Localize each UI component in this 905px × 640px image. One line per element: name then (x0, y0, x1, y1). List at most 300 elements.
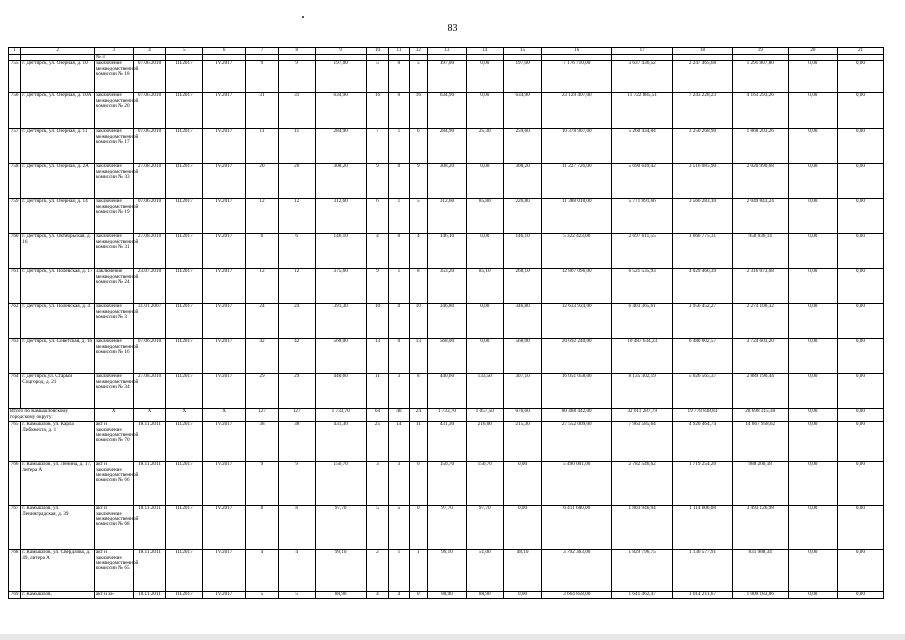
total-cell: 80 488 442,00 (542, 409, 612, 422)
relocated-residents: 29 (278, 374, 315, 409)
total-cell: 28 698 315,38 (732, 409, 788, 422)
residents-count: 12 (246, 269, 279, 304)
planned-completion: IV.2017 (203, 339, 246, 374)
fund-cost: 1 641 462,47 (611, 592, 672, 599)
row-number: 761 (9, 269, 21, 304)
fund-cost: 2 697 611,55 (611, 234, 672, 269)
column-number: 20 (788, 48, 837, 55)
address: г. Дегтярск, ул. Полевская, д. 4 (21, 304, 95, 339)
residents-count: 8 (246, 506, 279, 550)
relocated-residents: 11 (278, 129, 315, 164)
area-total: 346,80 (428, 304, 467, 339)
relocated-residents: 24 (278, 304, 315, 339)
residents-count: 31 (246, 93, 279, 129)
address: г. Дегтярск,ул. Старый Соцгород, д. 21 (21, 374, 95, 409)
column-number: 1 (9, 48, 21, 55)
row-number: 764 (9, 374, 21, 409)
total-area: 568,00 (315, 339, 366, 374)
rooms-private: 1 (389, 550, 409, 592)
local-cost: 1 291 807,80 (732, 61, 788, 93)
extra-cost: 0,00 (788, 550, 837, 592)
local-cost: 2 316 073,68 (732, 269, 788, 304)
rooms-municipal: 6 (409, 129, 427, 164)
extra-cost: 0,00 (788, 234, 837, 269)
area-municipal: 48,10 (503, 550, 542, 592)
total-cost: 10 378 907,00 (542, 129, 612, 164)
rooms-municipal: 5 (409, 199, 427, 234)
table-row (9, 164, 884, 199)
extra-cost: 0,00 (788, 61, 837, 93)
local-cost: 14 667 958,62 (732, 422, 788, 462)
relocated-residents: 12 (278, 269, 315, 304)
total-cell: 40 (389, 409, 409, 422)
total-label: Итого по Камышловскому городскому округу: (9, 409, 95, 422)
area-total: 431,30 (428, 422, 467, 462)
basis-document: заключение межведомственной комиссии № 20 (94, 93, 133, 129)
table-row (9, 550, 884, 592)
document-date: 18.11.2011 (133, 422, 166, 462)
basis-document: заключение межведомственной комиссии № 33 (94, 164, 133, 199)
table-row (9, 93, 884, 129)
local-cost: 2 889 190,44 (732, 374, 788, 409)
basis-document: акт и заключение межведомственной комиссии № 68 (94, 506, 133, 550)
planned-quarter: III.2017 (166, 61, 203, 93)
row-number: 769 (9, 592, 21, 599)
column-number: 6 (203, 48, 246, 55)
column-number: 17 (611, 48, 672, 55)
area-municipal: 568,00 (503, 339, 542, 374)
total-area: 197,00 (315, 61, 366, 93)
planned-quarter: III.2017 (166, 269, 203, 304)
total-cell: 1 733,70 (315, 409, 366, 422)
extra-cost: 0,00 (788, 93, 837, 129)
column-number: 8 (278, 48, 315, 55)
local-cost: 3 493 126,98 (732, 506, 788, 550)
regional-cost: 3 250 268,90 (673, 129, 732, 164)
basis-document: заключение межведомственной комиссии № 16 (94, 339, 133, 374)
fund-cost: 7 963 585,64 (611, 422, 672, 462)
rooms-private: 5 (389, 506, 409, 550)
column-number: 16 (542, 48, 612, 55)
total-cost: 11 227 726,00 (542, 164, 612, 199)
table-row (9, 234, 884, 269)
table-row (9, 199, 884, 234)
column-number: 4 (133, 48, 166, 55)
total-area: 88,90 (315, 592, 366, 599)
residents-count: 20 (246, 164, 279, 199)
total-cost: 20 692 240,00 (542, 339, 612, 374)
area-municipal: 346,80 (503, 304, 542, 339)
rooms-private: 4 (389, 592, 409, 599)
rooms-municipal: 10 (409, 304, 427, 339)
total-cell: 127 (246, 409, 279, 422)
address: г. Дегтярск, ул. Октябрьская, д. 16 (21, 234, 95, 269)
regional-cost: 3 566 283,10 (673, 199, 732, 234)
total-cost: 16 051 058,00 (542, 374, 612, 409)
basis-document: акт и заключение межведомственной комиссии № 65 (94, 550, 133, 592)
total-area: 312,60 (315, 199, 366, 234)
other-cost: 0,00 (837, 550, 883, 592)
residents-count: 42 (246, 339, 279, 374)
total-area: 150,70 (315, 462, 366, 506)
rooms-total: 4 (366, 234, 388, 269)
area-private: 216,00 (466, 422, 503, 462)
relocated-residents: 12 (278, 199, 315, 234)
rooms-private: 0 (389, 234, 409, 269)
planned-completion: IV.2017 (203, 462, 246, 506)
area-municipal: 215,30 (503, 422, 542, 462)
residents-count: 6 (246, 234, 279, 269)
extra-cost: 0,00 (788, 164, 837, 199)
total-area: 99,10 (315, 550, 366, 592)
total-area: 391,30 (315, 304, 366, 339)
area-municipal: 0,00 (503, 592, 542, 599)
document-date: 31.01.2007 (133, 304, 166, 339)
rooms-municipal: 4 (409, 234, 427, 269)
area-total: 353,20 (428, 269, 467, 304)
total-cell: 0,00 (788, 409, 837, 422)
relocated-residents: 9 (278, 61, 315, 93)
document-date: 23.07.2010 (133, 269, 166, 304)
rooms-municipal: 11 (409, 422, 427, 462)
column-number: 2 (21, 48, 95, 55)
total-cell: 1 733,70 (428, 409, 467, 422)
area-municipal: 307,10 (503, 374, 542, 409)
total-cost: 3 664 858,00 (542, 592, 612, 599)
planned-completion: IV.2017 (203, 374, 246, 409)
relocated-residents: 31 (278, 93, 315, 129)
planned-completion: IV.2017 (203, 93, 246, 129)
total-area: 375,60 (315, 269, 366, 304)
other-cost: 0,00 (837, 129, 883, 164)
regional-cost: 1 719 254,20 (673, 462, 732, 506)
planned-quarter: III.2017 (166, 374, 203, 409)
area-private: 0,00 (466, 164, 503, 199)
extra-cost: 0,00 (788, 269, 837, 304)
column-number: 19 (732, 48, 788, 55)
table-row (9, 462, 884, 506)
row-number: 763 (9, 339, 21, 374)
total-cost: 6 411 680,00 (542, 506, 612, 550)
area-private: 85,80 (466, 199, 503, 234)
area-private: 150,70 (466, 462, 503, 506)
table-row (9, 422, 884, 462)
row-number: 760 (9, 234, 21, 269)
extra-cost: 0,00 (788, 339, 837, 374)
total-cost: 7 176 710,00 (542, 61, 612, 93)
extra-cost: 0,00 (788, 462, 837, 506)
regional-cost: 3 956 452,27 (673, 304, 732, 339)
area-municipal: 226,80 (503, 199, 542, 234)
regional-cost: 7 243 228,23 (673, 93, 732, 129)
basis-document: заключение межведомственной комиссии № 31 (94, 234, 133, 269)
total-row (9, 409, 884, 422)
local-cost: 831 988,34 (732, 550, 788, 592)
area-private: 97,70 (466, 506, 503, 550)
planned-completion: IV.2017 (203, 422, 246, 462)
area-private: 0,00 (466, 61, 503, 93)
planned-completion: IV.2017 (203, 592, 246, 599)
rooms-municipal: 5 (409, 61, 427, 93)
rooms-total: 16 (366, 93, 388, 129)
document-date: 27.08.2010 (133, 164, 166, 199)
planned-quarter: III.2017 (166, 592, 203, 599)
fund-cost: 6 403 365,61 (611, 304, 672, 339)
planned-quarter: III.2017 (166, 462, 203, 506)
row-number: 758 (9, 164, 21, 199)
area-private: 133,50 (466, 374, 503, 409)
table-row (9, 339, 884, 374)
address: г. Камышлов, ул. Ленина, д. 17, литера А (21, 462, 95, 506)
extra-cost: 0,00 (788, 422, 837, 462)
planned-completion: IV.2017 (203, 550, 246, 592)
rooms-municipal: 0 (409, 462, 427, 506)
area-private: 0,00 (466, 234, 503, 269)
rooms-municipal: 16 (409, 93, 427, 129)
basis-document: заключение межведомственной комиссии № 17 (94, 129, 133, 164)
area-municipal: 0,00 (503, 462, 542, 506)
regional-cost: 1 666 775,31 (673, 234, 732, 269)
area-municipal: 259,60 (503, 129, 542, 164)
document-date: 27.08.2010 (133, 374, 166, 409)
document-date: 18.11.2011 (133, 550, 166, 592)
local-cost: 3 724 603,20 (732, 339, 788, 374)
planned-completion: IV.2017 (203, 234, 246, 269)
housing-register-table (8, 47, 884, 599)
planned-quarter: III.2017 (166, 129, 203, 164)
column-number-row (9, 48, 884, 55)
address: г. Дегтярск, ул. Озерная, д. 2А (21, 164, 95, 199)
total-cell: X (94, 409, 133, 422)
column-number: 21 (837, 48, 883, 55)
scan-speck (302, 16, 304, 18)
total-cell: 19 778 838,83 (673, 409, 732, 422)
local-cost: 4 163 293,26 (732, 93, 788, 129)
residents-count: 24 (246, 304, 279, 339)
total-cell: X (166, 409, 203, 422)
total-cost: 11 388 018,00 (542, 199, 612, 234)
fund-cost: 5 260 434,84 (611, 129, 672, 164)
area-total: 146,10 (428, 234, 467, 269)
carry-over-doc: № 3 (94, 54, 133, 60)
total-area: 97,70 (315, 506, 366, 550)
fund-cost: 1 803 946,94 (611, 506, 672, 550)
basis-document: акт и заключение межведомственной комиссии № 66 (94, 462, 133, 506)
planned-completion: IV.2017 (203, 304, 246, 339)
extra-cost: 0,00 (788, 129, 837, 164)
total-area: 146,10 (315, 234, 366, 269)
total-cost: 27 552 009,00 (542, 422, 612, 462)
regional-cost: 4 029 466,39 (673, 269, 732, 304)
relocated-residents: 9 (278, 462, 315, 506)
rooms-total: 4 (366, 592, 388, 599)
other-cost: 0,00 (837, 462, 883, 506)
document-date: 07.06.2010 (133, 129, 166, 164)
row-number: 767 (9, 506, 21, 550)
area-municipal: 0,00 (503, 506, 542, 550)
extra-cost: 0,00 (788, 304, 837, 339)
rooms-municipal: 1 (409, 550, 427, 592)
local-cost: 958 036,14 (732, 234, 788, 269)
rooms-total: 13 (366, 339, 388, 374)
area-total: 440,60 (428, 374, 467, 409)
other-cost: 0,00 (837, 61, 883, 93)
other-cost: 0,00 (837, 234, 883, 269)
rooms-private: 0 (389, 304, 409, 339)
other-cost: 0,00 (837, 304, 883, 339)
regional-cost: 1 014 211,67 (673, 592, 732, 599)
total-cell: 32 011 287,79 (611, 409, 672, 422)
row-number: 757 (9, 129, 21, 164)
residents-count: 29 (246, 374, 279, 409)
total-cell: 0,00 (837, 409, 883, 422)
fund-cost: 6 521 535,93 (611, 269, 672, 304)
area-total: 150,70 (428, 462, 467, 506)
regional-cost: 4 920 464,74 (673, 422, 732, 462)
fund-cost: 10 487 634,23 (611, 339, 672, 374)
address: г. Дегтярск, ул. Советская, д. 16 (21, 339, 95, 374)
row-number: 766 (9, 462, 21, 506)
relocated-residents: 4 (278, 550, 315, 592)
extra-cost: 0,00 (788, 592, 837, 599)
planned-completion: IV.2017 (203, 506, 246, 550)
regional-cost: 3 516 085,90 (673, 164, 732, 199)
rooms-municipal: 8 (409, 269, 427, 304)
rooms-total: 3 (366, 462, 388, 506)
local-cost: 2 274 106,32 (732, 304, 788, 339)
table-row (9, 506, 884, 550)
total-cell: 1 057,50 (466, 409, 503, 422)
total-cell: X (203, 409, 246, 422)
rooms-municipal: 13 (409, 339, 427, 374)
area-municipal: 308,20 (503, 164, 542, 199)
rooms-private: 0 (389, 61, 409, 93)
basis-document: акт и заключение межведомственной комиссии № 70 (94, 422, 133, 462)
rooms-private: 1 (389, 129, 409, 164)
total-cell: 64 (366, 409, 388, 422)
document-date: 07.06.2010 (133, 93, 166, 129)
regional-cost: 5 026 565,37 (673, 374, 732, 409)
regional-cost: 6 480 002,57 (673, 339, 732, 374)
rooms-total: 5 (366, 506, 388, 550)
residents-count: 11 (246, 129, 279, 164)
rooms-total: 7 (366, 129, 388, 164)
local-cost: 988 200,18 (732, 462, 788, 506)
rooms-total: 9 (366, 164, 388, 199)
document-date: 18.11.2011 (133, 592, 166, 599)
area-total: 88,90 (428, 592, 467, 599)
planned-quarter: III.2017 (166, 422, 203, 462)
column-number: 5 (166, 48, 203, 55)
fund-cost: 8 135 302,19 (611, 374, 672, 409)
total-area: 284,90 (315, 129, 366, 164)
regional-cost: 2 247 465,68 (673, 61, 732, 93)
rooms-total: 6 (366, 199, 388, 234)
area-private: 0,00 (466, 304, 503, 339)
relocated-residents: 5 (278, 592, 315, 599)
area-total: 634,90 (428, 93, 467, 129)
address: г. Дегтярск, ул. Озерная, д. 10 (21, 61, 95, 93)
total-cost: 5 490 001,00 (542, 462, 612, 506)
address: г. Дегтярск, ул. Озерная, д. 11 (21, 129, 95, 164)
rooms-private: 0 (389, 93, 409, 129)
area-total: 197,00 (428, 61, 467, 93)
residents-count: 4 (246, 550, 279, 592)
column-number: 3 (94, 48, 133, 55)
area-total: 97,70 (428, 506, 467, 550)
column-number: 13 (428, 48, 467, 55)
rooms-municipal: 0 (409, 506, 427, 550)
planned-completion: IV.2017 (203, 269, 246, 304)
basis-document: заключение межведомственной комиссии № 19 (94, 199, 133, 234)
rooms-private: 0 (389, 164, 409, 199)
row-number: 762 (9, 304, 21, 339)
extra-cost: 0,00 (788, 506, 837, 550)
planned-quarter: III.2017 (166, 506, 203, 550)
document-date: 07.06.2010 (133, 199, 166, 234)
column-number: 14 (466, 48, 503, 55)
rooms-private: 0 (389, 339, 409, 374)
local-cost: 2 020 990,68 (732, 164, 788, 199)
document-date: 07.06.2010 (133, 61, 166, 93)
basis-document: заключение межведомственной комиссии № 3 (94, 304, 133, 339)
planned-quarter: III.2017 (166, 234, 203, 269)
address: г. Камышлов, ул. Карла Либкнехта, д. 1 (21, 422, 95, 462)
total-cell: 676,60 (503, 409, 542, 422)
extra-cost: 0,00 (788, 374, 837, 409)
area-total: 312,60 (428, 199, 467, 234)
address: г. Камышлов, ул. Ленинградская, д. 39 (21, 506, 95, 550)
total-area: 634,90 (315, 93, 366, 129)
address: г. Дегтярск, ул. Озерная, д. 14 (21, 199, 95, 234)
other-cost: 0,00 (837, 269, 883, 304)
address: г. Камышлов, (21, 592, 95, 599)
relocated-residents: 8 (278, 506, 315, 550)
area-private: 88,90 (466, 592, 503, 599)
document-date: 18.11.2011 (133, 462, 166, 506)
total-cell: X (133, 409, 166, 422)
rooms-private: 1 (389, 269, 409, 304)
total-cell: 127 (278, 409, 315, 422)
column-number: 7 (246, 48, 279, 55)
row-number: 765 (9, 422, 21, 462)
planned-completion: IV.2017 (203, 164, 246, 199)
other-cost: 0,00 (837, 339, 883, 374)
row-number: 759 (9, 199, 21, 234)
other-cost: 0,00 (837, 164, 883, 199)
rooms-total: 2 (366, 550, 388, 592)
area-private: 0,00 (466, 93, 503, 129)
area-private: 25,30 (466, 129, 503, 164)
fund-cost: 5 771 891,66 (611, 199, 672, 234)
area-municipal: 146,10 (503, 234, 542, 269)
fund-cost: 11 722 885,51 (611, 93, 672, 129)
rooms-total: 9 (366, 269, 388, 304)
planned-quarter: III.2017 (166, 339, 203, 374)
local-cost: 1 009 183,86 (732, 592, 788, 599)
total-cost: 12 633 924,00 (542, 304, 612, 339)
planned-quarter: III.2017 (166, 164, 203, 199)
address: г. Камышлов, ул. Свердлова, д. 49, литера А (21, 550, 95, 592)
page-number: 83 (447, 23, 458, 34)
total-cost: 5 322 423,00 (542, 234, 612, 269)
area-municipal: 268,10 (503, 269, 542, 304)
table-row (9, 129, 884, 164)
column-number: 12 (409, 48, 427, 55)
column-number: 18 (673, 48, 732, 55)
total-cost: 12 867 096,00 (542, 269, 612, 304)
residents-count: 9 (246, 462, 279, 506)
